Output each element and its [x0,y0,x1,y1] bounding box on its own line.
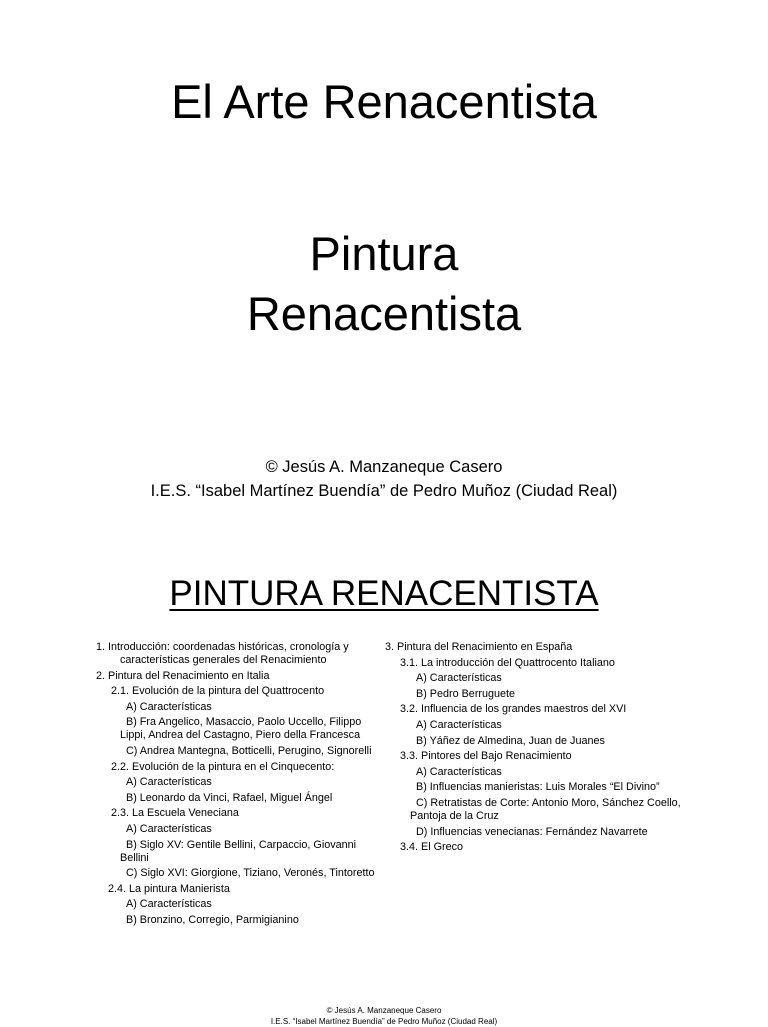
list-item: 1. Introducción: coordenadas históricas, cronología y características generales del Renacimiento [96,641,349,666]
list-item: 3.2. Influencia de los grandes maestros del XVI [400,703,627,716]
cover-subtitle-line1: Pintura [309,227,459,280]
list-item: 2.3. La Escuela Veneciana [111,807,239,820]
list-item: 2. Pintura del Renacimiento en Italia [96,669,270,682]
list-item: 3.3. Pintores del Bajo Renacimiento [400,750,572,763]
list-item: 2.1. Evolución de la pintura del Quattrocento [111,685,325,698]
index-right-column [385,641,685,857]
list-item: B) Siglo XV: Gentile Bellini, Carpaccio, Giovanni Bellini [120,838,357,864]
cover-author: © Jesús A. Manzaneque Casero [265,458,503,476]
list-item: B) Influencias manieristas: Luis Morales “El Divino” [416,781,660,794]
list-item: A) Características [416,718,502,731]
list-item: D) Influencias venecianas: Fernández Navarrete [416,825,648,838]
cover-school: I.E.S. “Isabel Martínez Buendía” de Pedro Muñoz (Ciudad Real) [150,482,618,500]
list-item: B) Bronzino, Corregio, Parmigianino [126,913,299,926]
list-item: B) Yáñez de Almedina, Juan de Juanes [416,734,605,747]
cover-title: El Arte Renacentista [171,75,597,128]
list-item: 3.1. La introducción del Quattrocento Italiano [400,656,615,669]
list-item: A) Características [416,672,502,685]
list-item: 2.2. Evolución de la pintura en el Cinquecento: [111,760,335,773]
list-item: B) Fra Angelico, Masaccio, Paolo Uccello, Filippo Lippi, Andrea del Castagno, Piero della Francesca [120,716,362,742]
list-item: C) Retratistas de Corte: Antonio Moro, Sánchez Coello, Pantoja de la Cruz [410,796,681,822]
list-item: A) Características [126,700,212,713]
list-item: A) Características [126,776,212,789]
list-item: 3. Pintura del Renacimiento en España [385,641,573,653]
list-item: B) Pedro Berruguete [416,687,516,700]
list-item: A) Características [126,822,212,835]
cover-subtitle [0,224,768,344]
footer-school: I.E.S. “Isabel Martínez Buendía” de Pedro Muñoz (Ciudad Real) [270,1017,498,1026]
index-heading: PINTURA RENACENTISTA [169,574,599,613]
list-item: C) Siglo XVI: Giorgione, Tiziano, Veronés, Tintoretto [126,867,375,880]
list-item: B) Leonardo da Vinci, Rafael, Miguel Ángel [126,791,333,804]
index-left-column [96,641,378,930]
list-item: 2.4. La pintura Manierista [108,882,230,895]
list-item: A) Características [416,765,502,778]
footer-author: © Jesús A. Manzaneque Casero [326,1006,442,1015]
list-item: A) Características [126,898,212,911]
list-item: 3.4. El Greco [400,841,464,854]
list-item: C) Andrea Mantegna, Botticelli, Perugino, Signorelli [126,744,372,757]
cover-credits [0,455,768,503]
cover-subtitle-line2: Renacentista [246,287,522,340]
